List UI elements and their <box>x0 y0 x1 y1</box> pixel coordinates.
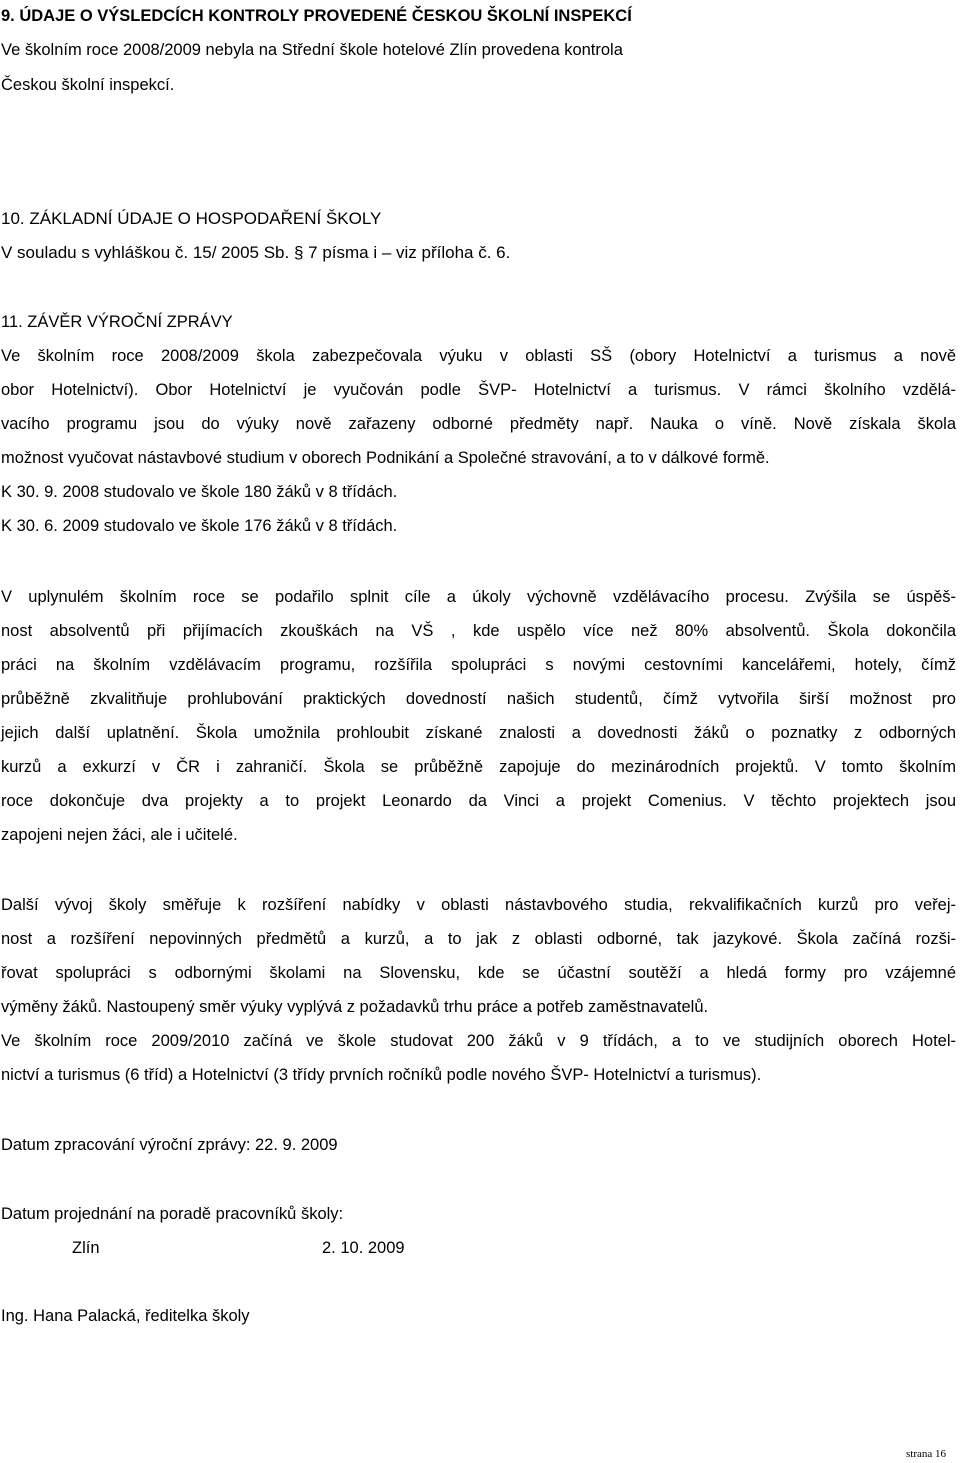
paragraph-1-line: možnost vyučovat nástavbové studium v oborech Podnikání a Společné stravování, a to v dálkové formě. <box>1 449 770 467</box>
paragraph-1-line: obor Hotelnictví). Obor Hotelnictví je vyučován podle ŠVP- Hotelnictví a turismus. V rámci školního vzdělá- <box>1 381 956 399</box>
paragraph-1-line: K 30. 6. 2009 studovalo ve škole 176 žáků v 8 třídách. <box>1 517 398 535</box>
paragraph-3-line: nictví a turismus (6 tříd) a Hotelnictví (3 třídy prvních ročníků podle nového ŠVP- Hotelnictví a turismus). <box>1 1066 762 1084</box>
section-9-line-2: Českou školní inspekcí. <box>1 76 175 94</box>
signature-line: Ing. Hana Palacká, ředitelka školy <box>1 1307 250 1325</box>
paragraph-3-line: řovat spolupráci s odbornými školami na Slovensku, kde se účastní soutěží a hledá formy pro vzájemné <box>1 964 956 982</box>
paragraph-3-line: nost a rozšíření nepovinných předmětů a kurzů, a to jak z oblasti odborné, tak jazykové. Škola začíná rozši- <box>1 930 956 948</box>
section-9-heading: 9. ÚDAJE O VÝSLEDCÍCH KONTROLY PROVEDENÉ ČESKOU ŠKOLNÍ INSPEKCÍ <box>1 7 632 25</box>
paragraph-2-line: průběžně zkvalitňuje prohlubování praktických dovedností našich studentů, čímž vytvořila širší možnost pro <box>1 690 956 708</box>
place-name: Zlín <box>72 1239 100 1257</box>
section-10-line-1: V souladu s vyhláškou č. 15/ 2005 Sb. § 7 písma i – viz příloha č. 6. <box>1 243 511 262</box>
section-11-heading: 11. ZÁVĚR VÝROČNÍ ZPRÁVY <box>1 313 233 331</box>
paragraph-2-line: práci na školním vzdělávacím programu, rozšířila spolupráci s novými cestovními kancelářemi, hotely, čímž <box>1 656 956 674</box>
paragraph-2-line: nost absolventů při přijímacích zkouškách na VŠ , kde uspělo více než 80% absolventů. Škola dokončila <box>1 622 956 640</box>
paragraph-2-line: V uplynulém školním roce se podařilo splnit cíle a úkoly výchovně vzdělávacího procesu. Zvýšila se úspěš- <box>1 588 956 606</box>
meeting-date-label: Datum projednání na poradě pracovníků školy: <box>1 1205 344 1223</box>
meeting-date: 2. 10. 2009 <box>322 1239 405 1257</box>
paragraph-2-line: zapojeni nejen žáci, ale i učitelé. <box>1 826 238 844</box>
paragraph-1-line: K 30. 9. 2008 studovalo ve škole 180 žáků v 8 třídách. <box>1 483 398 501</box>
paragraph-3-line: Ve školním roce 2009/2010 začíná ve škole studovat 200 žáků v 9 třídách, a to ve studijních oborech Hotel- <box>1 1032 956 1050</box>
page-number: strana 16 <box>905 1448 946 1460</box>
paragraph-1-line: vacího programu jsou do výuky nově zařazeny odborné předměty např. Nauka o víně. Nově získala škola <box>1 415 956 433</box>
processing-date: Datum zpracování výroční zprávy: 22. 9. 2009 <box>1 1136 338 1154</box>
paragraph-2-line: kurzů a exkurzí v ČR i zahraničí. Škola se průběžně zapojuje do mezinárodních projektů. V tomto školním <box>1 758 956 776</box>
section-9-line-1: Ve školním roce 2008/2009 nebyla na Střední škole hotelové Zlín provedena kontrola <box>1 41 623 59</box>
paragraph-2-line: jejich další uplatnění. Škola umožnila prohloubit získané znalosti a dovednosti žáků o poznatky z odborných <box>1 724 956 742</box>
paragraph-1-line: Ve školním roce 2008/2009 škola zabezpečovala výuku v oblasti SŠ (obory Hotelnictví a turismus a nově <box>1 347 956 365</box>
paragraph-2-line: roce dokončuje dva projekty a to projekt Leonardo da Vinci a projekt Comenius. V těchto projektech jsou <box>1 792 956 810</box>
paragraph-3-line: výměny žáků. Nastoupený směr výuky vyplývá z požadavků trhu práce a potřeb zaměstnavatelů. <box>1 998 709 1016</box>
paragraph-3-line: Další vývoj školy směřuje k rozšíření nabídky v oblasti nástavbového studia, rekvalifikačních kurzů pro veřej- <box>1 896 956 914</box>
section-10-heading: 10. ZÁKLADNÍ ÚDAJE O HOSPODAŘENÍ ŠKOLY <box>1 209 382 228</box>
